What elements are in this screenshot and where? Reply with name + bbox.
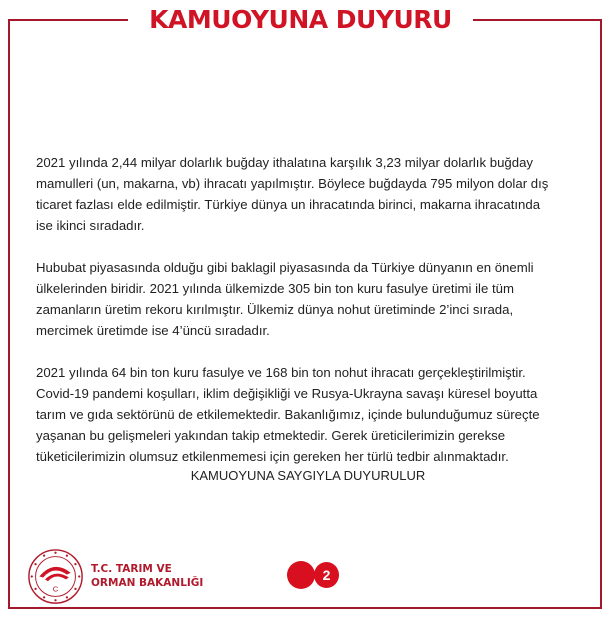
- text-line: 2021 yılında 64 bin ton kuru fasulye ve 168 bin ton nohut ihracatı gerçekleştirilmiştir.: [36, 365, 526, 380]
- text-line: yaşanan bu gelişmeleri yakından takip etmektedir. Gerek üreticilerimizin gerekse: [36, 428, 506, 443]
- header: [128, 4, 473, 36]
- text-line: ise ikinci sıradadır.: [36, 218, 145, 233]
- ministry-line-1: T.C. TARIM VE: [91, 563, 172, 575]
- ministry-name: [91, 562, 203, 590]
- closing-statement: KAMUOYUNA SAYGIYLA DUYURULUR: [190, 468, 426, 483]
- text-line: ülkelerinden biridir. 2021 yılında ülkemizde 305 bin ton kuru fasulye üretimi ile tüm: [36, 281, 514, 296]
- announcement-body: [36, 152, 596, 488]
- text-line: mamulleri (un, makarna, vb) ihracatı yapılmıştır. Böylece buğdayda 795 milyon dolar dış: [36, 176, 549, 191]
- page-indicator-1: [287, 561, 315, 589]
- text-line: ticaret fazlası elde edilmiştir. Türkiye dünya un ihracatında birinci, makarna ihracatında: [36, 197, 541, 212]
- paragraph-1: [36, 152, 596, 236]
- ministry-logo-icon: [27, 548, 84, 605]
- paragraph-3: [36, 362, 596, 467]
- ministry-line-2: ORMAN BAKANLIĞI: [91, 577, 204, 589]
- text-line: 2021 yılında 2,44 milyar dolarlık buğday ithalatına karşılık 3,23 milyar dolarlık buğday: [36, 155, 533, 170]
- svg-text:C: C: [52, 584, 59, 594]
- text-line: zamanların üretim rekoru kırılmıştır. Ülkemiz dünya nohut üretiminde 2’inci sırada,: [36, 302, 514, 317]
- page-number: 2: [314, 562, 339, 588]
- text-line: Hububat piyasasında olduğu gibi baklagil piyasasında da Türkiye dünyanın en önemli: [36, 260, 534, 275]
- text-line: Covid-19 pandemi koşulları, iklim değişikliği ve Rusya-Ukrayna savaşı küresel boyutta: [36, 386, 538, 401]
- text-line: tüketicilerimizin olumsuz etkilenmemesi için gereken her türlü tedbir alınmaktadır.: [36, 449, 509, 464]
- text-line: tarım ve gıda sektörünü de etkilemektedir. Bakanlığımız, içinde bulunduğumuz süreçte: [36, 407, 540, 422]
- paragraph-2: [36, 257, 596, 341]
- page-title: KAMUOYUNA DUYURU: [149, 5, 452, 34]
- text-line: mercimek üretimde ise 4’üncü sıradadır.: [36, 323, 270, 338]
